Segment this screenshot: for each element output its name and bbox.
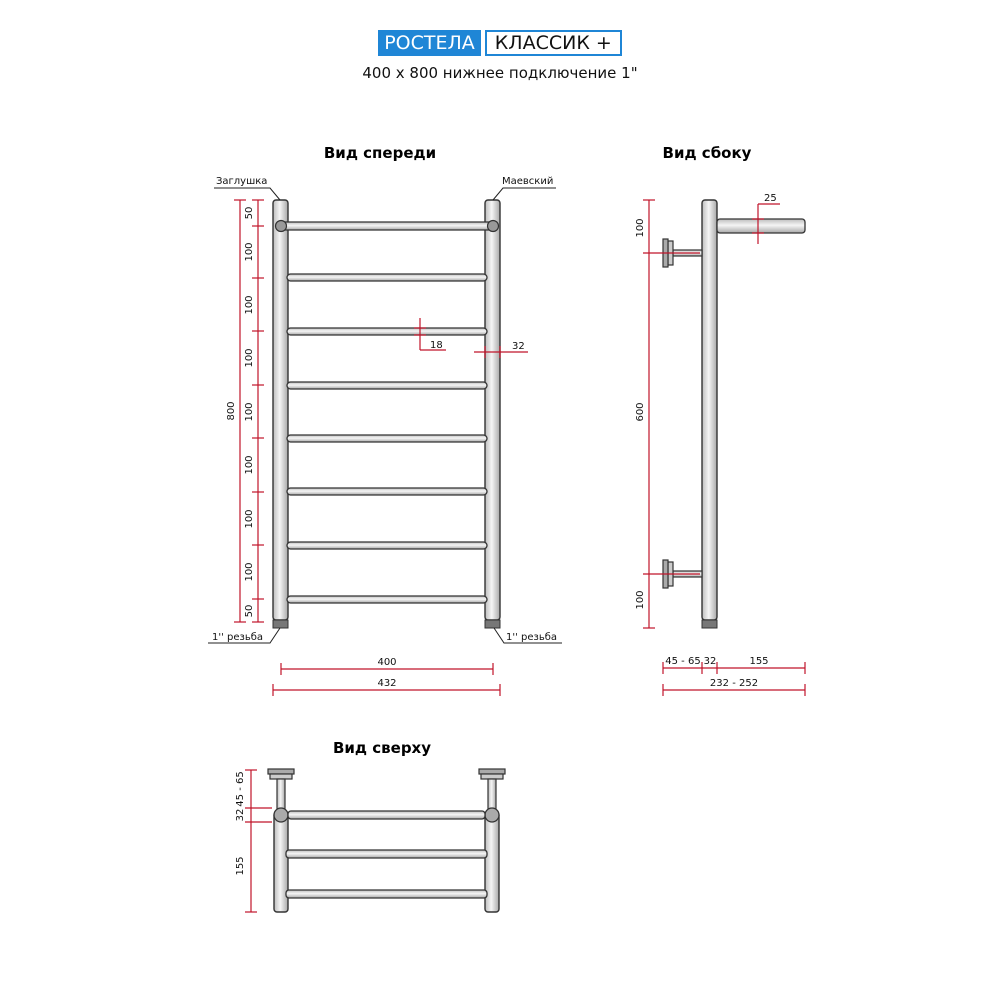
top-bracket-left <box>268 769 294 809</box>
side-total-depth-label: 232 - 252 <box>709 678 759 689</box>
side-top-offset-label: 100 <box>635 218 646 238</box>
dim-label: 100 <box>244 295 255 315</box>
side-wall-gap-label: 45 - 65 <box>665 656 701 667</box>
model-label: КЛАССИК + <box>485 30 622 56</box>
side-bottom-offset-label: 100 <box>635 590 646 610</box>
side-thread <box>702 620 717 628</box>
dim-label: 100 <box>244 402 255 422</box>
right-riser <box>485 200 500 620</box>
side-crossbar-diameter-label: 25 <box>764 193 777 204</box>
side-depth-label: 155 <box>749 656 769 667</box>
dim-label: 100 <box>244 242 255 262</box>
crossbar <box>287 488 487 495</box>
air-valve-cap <box>488 221 499 232</box>
plug-leader <box>214 188 280 200</box>
side-view <box>635 144 805 696</box>
top-depth-label: 155 <box>235 856 246 876</box>
dim-label: 50 <box>244 206 255 220</box>
plug-cap <box>276 221 287 232</box>
side-middle-label: 600 <box>635 402 646 422</box>
front-view-title: Вид спереди <box>323 144 437 162</box>
crossbar <box>287 435 487 442</box>
top-wall-gap-label: 45 - 65 <box>235 771 246 807</box>
air-valve-label: Маевский <box>502 176 554 187</box>
brand-label: РОСТЕЛА <box>378 30 481 56</box>
width-inner-label: 400 <box>377 657 397 668</box>
side-riser <box>702 200 717 620</box>
side-view-title: Вид сбоку <box>662 144 752 162</box>
subtitle: 400 x 800 нижнее подключение 1" <box>362 64 638 82</box>
top-crossbar <box>286 890 487 898</box>
crossbar <box>287 328 487 335</box>
thread-left-label: 1'' резьба <box>212 632 264 643</box>
dim-label: 100 <box>244 455 255 475</box>
air-valve-leader <box>493 188 556 200</box>
front-view <box>208 144 562 696</box>
crossbars <box>281 222 493 603</box>
thread-right-label: 1'' резьба <box>506 632 558 643</box>
dim-label: 50 <box>244 604 255 618</box>
crossbar <box>287 382 487 389</box>
side-riser-label: 32 <box>703 656 717 667</box>
dim-label: 100 <box>244 348 255 368</box>
crossbar <box>287 596 487 603</box>
side-crossbar <box>717 219 805 233</box>
right-thread <box>485 620 500 628</box>
left-thread <box>273 620 288 628</box>
top-crossbar <box>286 850 487 858</box>
dim-label: 100 <box>244 509 255 529</box>
width-outer-label: 432 <box>377 678 397 689</box>
top-view-title: Вид сверху <box>332 739 432 757</box>
crossbar <box>287 542 487 549</box>
crossbar <box>281 222 493 230</box>
top-view-dims <box>245 770 272 912</box>
crossbar <box>287 274 487 281</box>
top-left-riser-section <box>274 808 288 822</box>
plug-label: Заглушка <box>216 176 268 187</box>
left-riser <box>273 200 288 620</box>
dim-label: 100 <box>244 562 255 582</box>
top-right-riser-section <box>485 808 499 822</box>
top-bracket-right <box>479 769 505 809</box>
top-crossbar <box>288 811 485 819</box>
total-height-label: 800 <box>226 401 237 421</box>
top-riser-label: 32 <box>235 808 246 822</box>
riser-diameter-label: 32 <box>512 341 525 352</box>
crossbar-diameter-label: 18 <box>430 340 443 351</box>
top-view <box>235 739 505 912</box>
